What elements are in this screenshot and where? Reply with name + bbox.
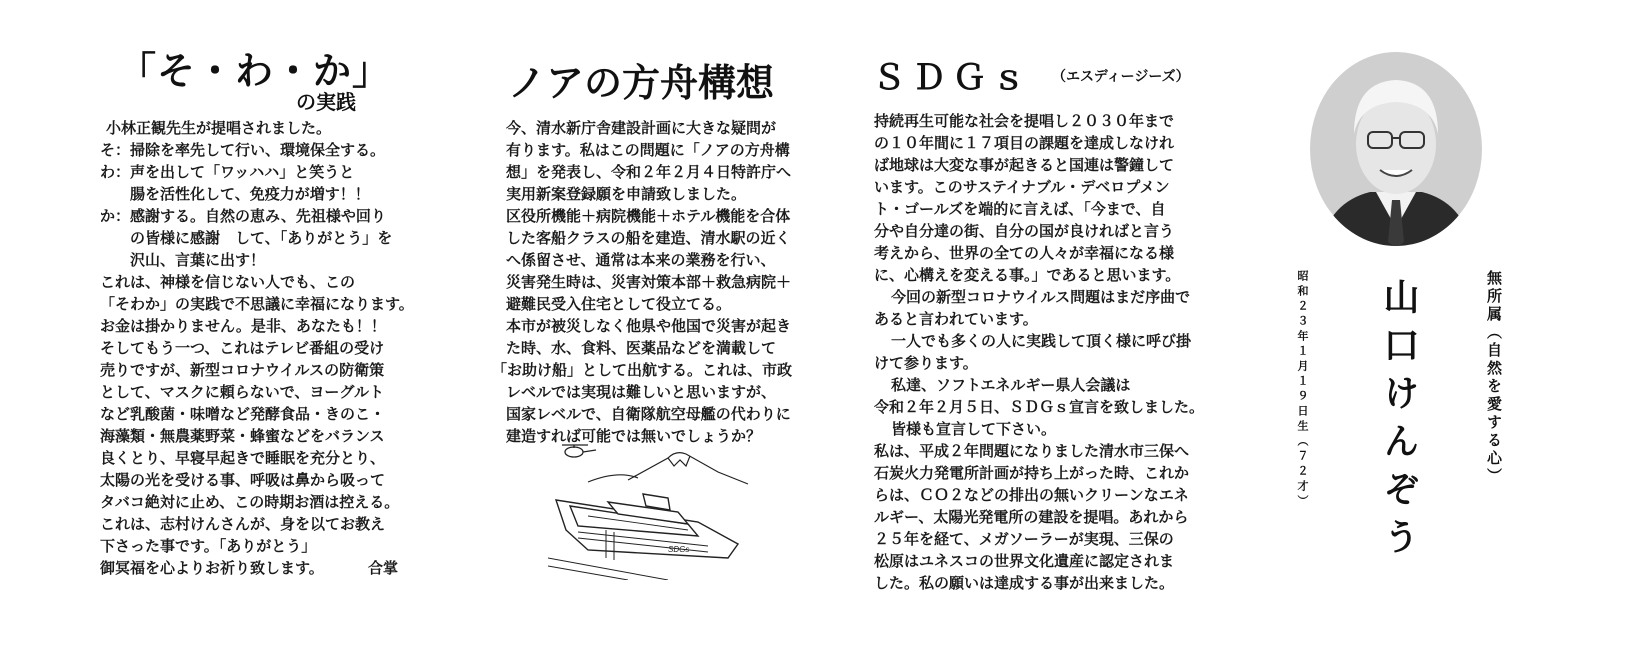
paragraph-line: など乳酸菌・味噌など発酵食品・きのこ・	[100, 405, 386, 423]
paragraph-line: 避難民受入住宅として役立てる。	[506, 295, 732, 313]
paragraph-line: した。私の願いは達成する事が出来ました。	[874, 574, 1175, 592]
paragraph-line: けて参ります。	[874, 354, 978, 372]
col3-body	[874, 110, 1204, 594]
paragraph-line: 下さった事です。「ありがとう」	[100, 537, 317, 555]
paragraph-line: ば地球は大変な事が起きると国連は警鐘して	[874, 156, 1175, 174]
paragraph-line: 区役所機能＋病院機能＋ホテル機能を合体	[506, 207, 791, 225]
paragraph-line: 腸を活性化して、免疫力が増す！！	[130, 185, 370, 203]
gassho-sign: 合掌	[367, 559, 398, 577]
condolence-text: 御冥福を心よりお祈り致します。	[100, 559, 324, 577]
col2-body	[492, 117, 793, 447]
col2-title: ノアの方舟構想	[508, 61, 775, 105]
paragraph-line: 石炭火力発電所計画が持ち上がった時、これか	[874, 464, 1190, 482]
paragraph-line: 一人でも多くの人に実践して頂く様に呼び掛	[891, 332, 1192, 350]
paragraph-line: 災害発生時は、災害対策本部＋救急病院＋	[506, 273, 792, 291]
paragraph-line: ２５年を経て、メガソーラーが実現、三保の	[874, 530, 1174, 548]
paragraph-line: ト・ゴールズを端的に言えば、「今まで、自	[874, 200, 1166, 218]
paragraph-line: 皆様も宣言して下さい。	[891, 420, 1057, 438]
paragraph-line: 海藻類・無農薬野菜・蜂蜜などをバランス	[100, 427, 385, 445]
paragraph-line: 良くとり、早寝早起きで睡眠を充分とり、	[100, 449, 386, 467]
paragraph-line: 沢山、言葉に出す！	[130, 251, 266, 269]
col1-body	[100, 117, 414, 579]
paragraph-line: らは、ＣＯ２などの排出の無いクリーンなエネ	[874, 486, 1189, 504]
paragraph-line: あると言われています。	[874, 310, 1038, 328]
closing-line	[100, 557, 410, 579]
paragraph-line: 令和２年２月５日、ＳＤＧｓ宣言を致しました。	[874, 398, 1205, 416]
paragraph-line: 太陽の光を受ける事、呼吸は鼻から吸って	[100, 471, 386, 489]
paragraph-line: わ：声を出して「ワッハハ」と笑うと	[100, 163, 355, 181]
paragraph-line: 「お助け船」として出航する。これは、市政	[492, 361, 793, 379]
birth-date: 昭和２３年１月１９日生（７２才）	[1296, 270, 1309, 510]
paragraph-line: 国家レベルで、自衛隊航空母艦の代わりに	[506, 405, 791, 423]
helicopter-icon	[562, 445, 596, 457]
paragraph-line: 持続再生可能な社会を提唱し２０３０年まで	[874, 112, 1175, 130]
col3-title: ＳＤＧｓ	[872, 58, 1032, 98]
ship-illustration	[548, 440, 768, 580]
col1-subtitle: の実践	[296, 90, 356, 114]
mountain-icon	[588, 453, 748, 484]
paragraph-line: 想」を発表し、令和２年２月４日特許庁へ	[506, 163, 792, 181]
paragraph-line: います。このサステイナブル・デベロプメン	[874, 178, 1170, 196]
paragraph-line: レベルでは実現は難しいと思いますが、	[506, 383, 777, 401]
paragraph-line: タバコ絶対に止め、この時期お酒は控える。	[100, 493, 400, 511]
paragraph-line: 実用新案登録願を申請致しました。	[506, 185, 747, 203]
paragraph-line: そ：掃除を率先して行い、環境保全する。	[100, 141, 386, 159]
paragraph-line: これは、神様を信じない人でも、この	[100, 273, 356, 291]
paragraph-line: 私は、平成２年問題になりました清水市三保へ	[874, 442, 1190, 460]
candidate-name: 山口けんぞう	[1378, 278, 1419, 566]
paragraph-line: した客船クラスの船を建造、清水駅の近く	[506, 229, 791, 247]
paragraph-line: 「そわか」の実践で不思議に幸福になります。	[100, 295, 414, 313]
paragraph-line: の皆様に感謝 して、「ありがとう」を	[130, 229, 393, 247]
ship-hull	[556, 494, 738, 558]
paragraph-line: に、心構えを変える事。」であると思います。	[874, 266, 1181, 284]
paragraph-line: 松原はユネスコの世界文化遺産に認定されま	[874, 552, 1175, 570]
paragraph-line: ルギー、太陽光発電所の建設を提唱。あれから	[874, 508, 1189, 526]
paragraph-line: の１０年間に１７項目の課題を達成しなけれ	[874, 134, 1175, 152]
paragraph-line: 今回の新型コロナウイルス問題はまだ序曲で	[891, 288, 1191, 306]
paragraph-line: として、マスクに頼らないで、ヨーグルト	[100, 383, 384, 401]
paragraph-line: お金は掛かりません。是非、あなたも！！	[100, 317, 386, 335]
ship-hull-label: SDGs	[668, 545, 690, 554]
paragraph-line: 今、清水新庁舎建設計画に大きな疑問が	[506, 119, 777, 137]
paragraph-line: 小林正観先生が提唱されました。	[106, 119, 332, 137]
paragraph-line: 有ります。私はこの問題に「ノアの方舟構	[506, 141, 790, 159]
col3-title-reading: （エスディージーズ）	[1052, 69, 1190, 85]
col1-title: 「そ・わ・か」	[118, 49, 392, 93]
affiliation-text: 無所属（自然を愛する心）	[1485, 270, 1503, 486]
paragraph-line: へ係留させ、通常は本来の業務を行い、	[506, 251, 776, 269]
paragraph-line: そしてもう一つ、これはテレビ番組の受け	[100, 339, 385, 357]
paragraph-line: 本市が被災しなく他県や他国で災害が起き	[506, 317, 792, 335]
paragraph-line: 考えから、世界の全ての人々が幸福になる様	[874, 244, 1175, 262]
paragraph-line: これは、志村けんさんが、身を以てお教え	[100, 515, 386, 533]
paragraph-line: か：感謝する。自然の恵み、先祖様や回り	[100, 207, 386, 225]
paragraph-line: た時、水、食料、医薬品などを満載して	[506, 339, 777, 357]
paragraph-line: 建造すれば可能では無いでしょうか？	[506, 427, 762, 445]
paragraph-line: 分や自分達の街、自分の国が良ければと言う	[874, 222, 1175, 240]
candidate-photo	[1310, 52, 1482, 246]
paragraph-line: 私達、ソフトエネルギー県人会議は	[891, 376, 1131, 394]
paragraph-line: 売りですが、新型コロナウイルスの防衛策	[100, 361, 385, 379]
